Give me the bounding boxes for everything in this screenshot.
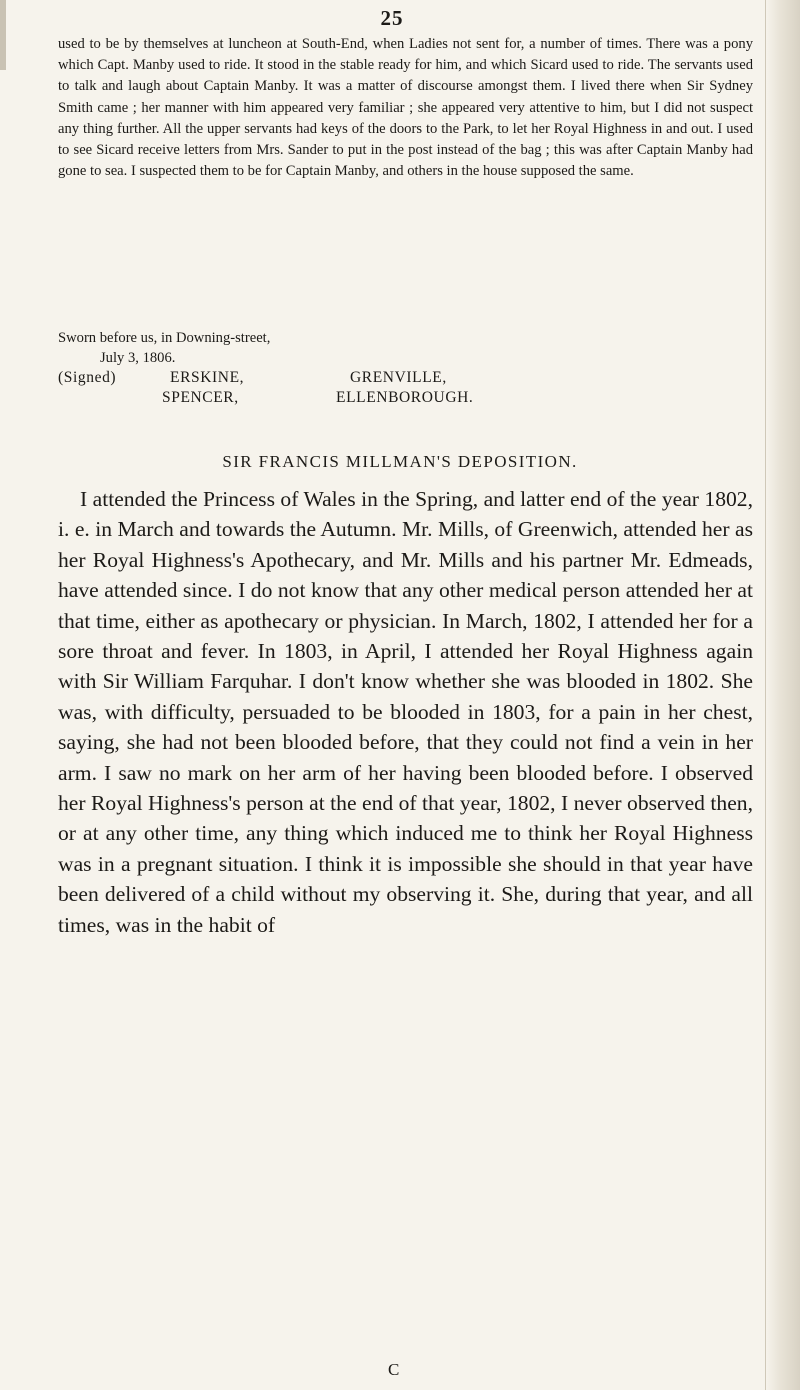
signature-row-2 <box>58 388 753 408</box>
preceding-paragraph: used to be by themselves at luncheon at South-End, when Ladies not sent for, a number of times. There was a pony which Capt. Manby used to ride. It stood in the stable ready for him, and which Sicard used to ride. The servants used to talk and laugh about Captain Manby. It was a matter of discourse amongst them. I lived there when Sir Sydney Smith came ; her manner with him appeared very familiar ; she appeared very attentive to him, but I did not suspect any thing further. All the upper servants had keys of the doors to the Park, to let her Royal Highness in and out. I used to see Sicard receive letters from Mrs. Sander to put in the post instead of the bag ; this was after Captain Manby had gone to sea. I suspected them to be for Captain Manby, and others in the house supposed the same. <box>58 36 753 180</box>
signatory-spencer: SPENCER, <box>162 389 239 406</box>
printer-signature-mark: C <box>388 1360 400 1379</box>
signature-row-1 <box>58 368 753 388</box>
page-edge-shadow <box>0 0 6 70</box>
deposition-heading: SIR FRANCIS MILLMAN'S DEPOSITION. <box>222 452 578 471</box>
deposition-text <box>58 484 753 940</box>
signatory-erskine: ERSKINE, <box>170 369 245 386</box>
date-line: July 3, 1806. <box>100 350 176 366</box>
preceding-deposition-text <box>58 34 753 182</box>
page-number: 25 <box>380 6 404 30</box>
deposition-paragraph: I attended the Princess of Wales in the Spring, and latter end of the year 1802, i. e. in March and towards the Autumn. Mr. Mills, of Greenwich, attended her as her Royal Highness's Apothecary, and Mr. Mills and his partner Mr. Edmeads, have attended since. I do not know that any other medical person attended her at that time, either as apothecary or physician. In March, 1802, I attended her for a sore throat and fever. In 1803, in April, I attended her Royal Highness again with Sir William Farquhar. I don't know whether she was blooded in 1802. She was, with difficulty, persuaded to be blooded in 1803, for a pain in her chest, saying, she had not been blooded before, that they could not find a vein in her arm. I saw no mark on her arm of her having been blooded before. I observed her Royal Highness's person at the end of that year, 1802, I never observed then, or at any other time, any thing which induced me to think her Royal Highness was in a pregnant situation. I think it is impossible she should in that year have been delivered of a child without my observing it. She, during that year, and all times, was in the habit of <box>58 487 753 937</box>
sworn-line: Sworn before us, in Downing-street, <box>58 330 271 346</box>
signed-label: (Signed) <box>58 369 117 386</box>
signatory-grenville: GRENVILLE, <box>350 369 447 386</box>
attestation-block <box>58 328 753 408</box>
binding-edge <box>765 0 800 1390</box>
signatory-ellenborough: ELLENBOROUGH. <box>336 389 474 406</box>
